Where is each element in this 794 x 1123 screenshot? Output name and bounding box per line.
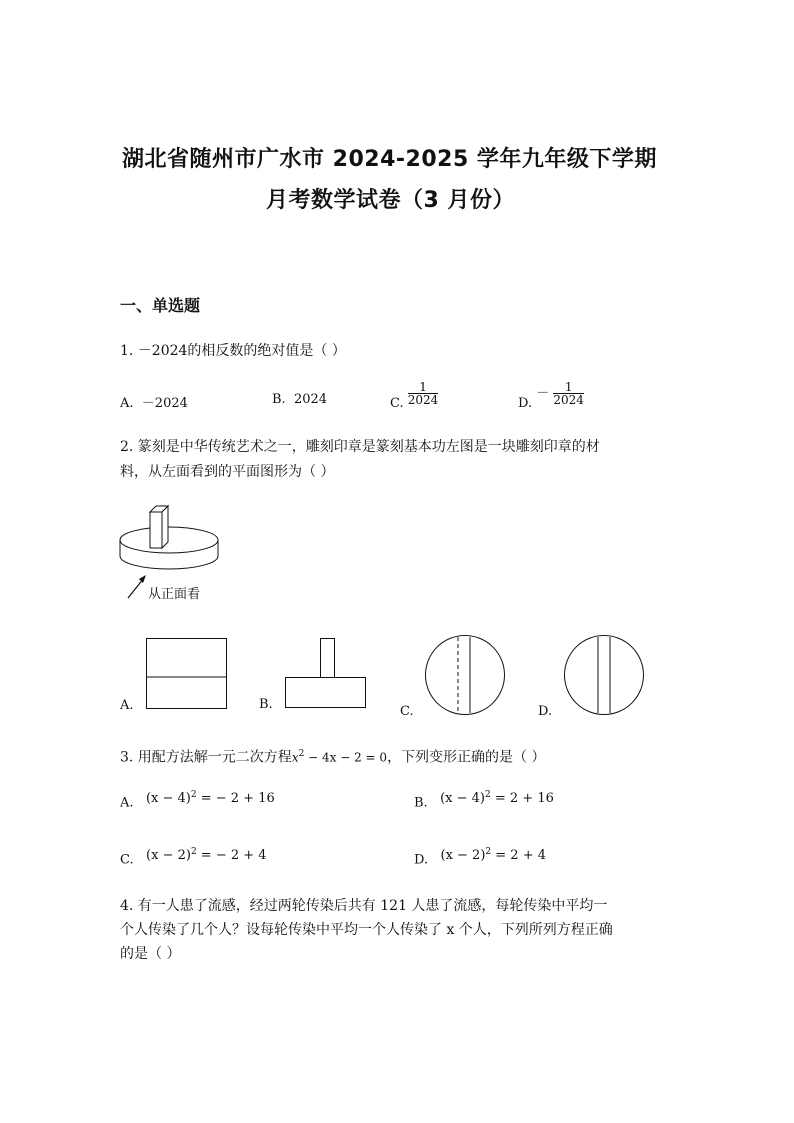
q3-c-rhs: = − 2 + 4 — [196, 848, 267, 864]
exam-title-line2: 月考数学试卷（3 月份） — [266, 188, 515, 213]
q3-d-label: D. — [414, 852, 429, 868]
q4-stem-line1: 4. 有一人患了流感，经过两轮传染后共有 121 人患了流感，每轮传染中平均一 — [120, 898, 608, 914]
q3-a-lhs: (x − 4) — [145, 791, 191, 807]
q3-b-rhs: = 2 + 16 — [490, 791, 554, 807]
q3-a-label: A. — [120, 795, 134, 811]
q1-c-numerator: 1 — [419, 380, 427, 394]
q1-c-label: C. — [390, 396, 404, 411]
q3-b-label: B. — [414, 795, 428, 811]
q3-c-lhs: (x − 2) — [146, 848, 191, 864]
q1-option-c — [390, 380, 439, 411]
q2-c-label: C. — [400, 704, 414, 719]
q3-a-exp: 2 — [190, 790, 197, 800]
q1-d-sign: － — [536, 386, 550, 401]
q1-option-b — [272, 392, 327, 407]
q3-option-d — [414, 847, 546, 868]
q2-option-b-figure — [285, 638, 367, 710]
q2-d-label: D. — [538, 704, 553, 719]
q3-c-label: C. — [120, 852, 134, 868]
q1-d-numerator: 1 — [564, 380, 573, 394]
q2-option-a-figure — [146, 638, 228, 710]
q3-eq-rest: − 4x − 2 = 0 — [304, 750, 388, 765]
q3-eq-var: x — [291, 750, 299, 765]
q3-a-rhs: = − 2 + 16 — [196, 791, 275, 807]
q2-option-c-figure — [424, 634, 506, 716]
q2-stem-line1: 2. 篆刻是中华传统艺术之一，雕刻印章是篆刻基本功左图是一块雕刻印章的材 — [120, 439, 600, 455]
q3-stem-post: ，下列变形正确的是（ ） — [387, 749, 546, 766]
q1-b-text: 2024 — [293, 392, 328, 407]
q1-a-text: －2024 — [141, 396, 188, 411]
q2-a-label: A. — [120, 698, 134, 713]
q1-d-denominator: 2024 — [553, 393, 584, 407]
q4-stem-line2: 个人传染了几个人？设每轮传染中平均一个人传染了 x 个人，下列所列方程正确 — [120, 922, 613, 938]
q1-b-label: B. — [272, 392, 286, 407]
q2-b-label: B. — [259, 697, 273, 712]
q1-c-denominator: 2024 — [407, 393, 439, 407]
q3-eq-exp: 2 — [298, 749, 305, 759]
q3-option-b — [414, 790, 554, 811]
q3-stem-pre: 3. 用配方法解一元二次方程 — [120, 749, 292, 766]
q2-stem-line2: 料，从左面看到的平面图形为（ ） — [120, 464, 335, 480]
exam-title-line1: 湖北省随州市广水市 2024-2025 学年九年级下学期 — [122, 147, 657, 172]
q3-option-c — [120, 847, 267, 868]
q1-d-fraction — [553, 381, 584, 406]
q1-a-label: A. — [120, 396, 134, 411]
q2-option-d-figure — [563, 634, 645, 716]
q3-b-lhs: (x − 4) — [440, 791, 485, 807]
q1-stem: 1. －2024的相反数的绝对值是（ ） — [120, 343, 346, 359]
q3-c-exp: 2 — [190, 847, 197, 857]
q3-d-rhs: = 2 + 4 — [491, 848, 546, 864]
q1-c-fraction — [408, 381, 439, 406]
q1-option-a — [120, 392, 188, 411]
q3-d-exp: 2 — [485, 847, 492, 857]
q1-option-d — [518, 380, 584, 411]
q4-stem-line3: 的是（ ） — [120, 946, 181, 962]
q3-option-a — [120, 790, 275, 811]
q3-b-exp: 2 — [485, 790, 491, 800]
q1-d-label: D. — [518, 396, 533, 411]
seal-caption: 从正面看 — [148, 587, 201, 602]
q3-d-lhs: (x − 2) — [440, 848, 486, 864]
section-heading: 一、单选题 — [120, 296, 201, 315]
q3-stem — [120, 742, 546, 770]
